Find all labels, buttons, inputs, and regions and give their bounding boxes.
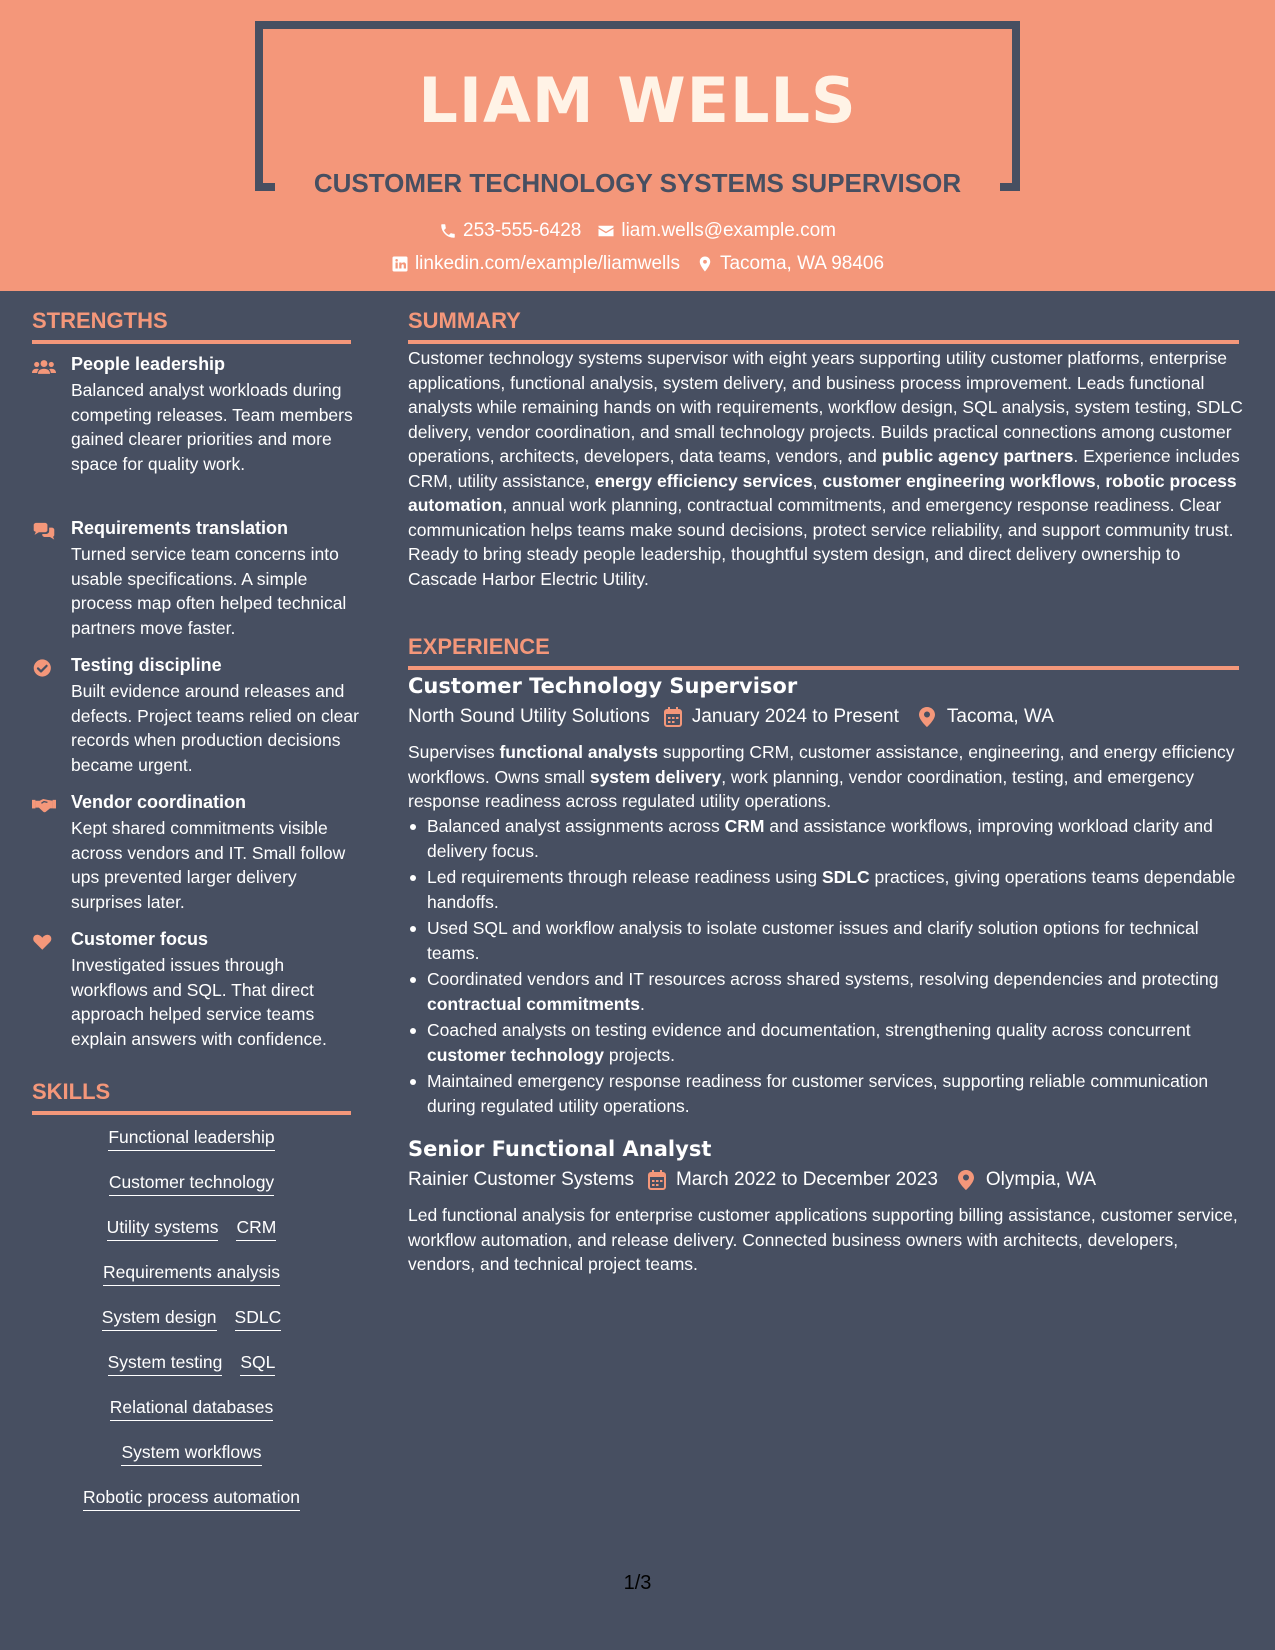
users-icon	[32, 357, 56, 377]
phone-icon	[439, 222, 457, 240]
location-text: Tacoma, WA 98406	[719, 253, 885, 274]
envelope-icon	[597, 222, 615, 240]
job-description	[408, 740, 1243, 814]
skill-tag: System design	[102, 1305, 217, 1331]
candidate-name: LIAM WELLS	[418, 64, 857, 137]
bullet-bold: CRM	[724, 816, 765, 836]
company-name: Rainier Customer Systems	[408, 1169, 634, 1190]
strength-title: Customer focus	[71, 929, 209, 949]
skill-row	[32, 1485, 351, 1530]
skill-tag: Relational databases	[110, 1395, 273, 1421]
skill-row	[32, 1395, 351, 1440]
page-number: 1/3	[623, 1572, 652, 1594]
bullet-bold: contractual commitments	[427, 993, 640, 1014]
achievement-list	[408, 814, 1243, 1120]
contact-row-1	[0, 220, 1275, 242]
strength-item	[32, 518, 362, 638]
achievement-item	[408, 814, 1243, 863]
linkedin-contact[interactable]	[391, 253, 680, 275]
summary-heading: SUMMARY	[408, 308, 1239, 344]
experience-heading: EXPERIENCE	[408, 634, 1239, 670]
bullet-text: .	[639, 993, 645, 1014]
header-banner	[0, 0, 1275, 291]
summary-text: ,	[812, 470, 823, 491]
skill-tag: Customer technology	[109, 1170, 274, 1196]
bullet-bold: customer technology	[427, 1044, 604, 1065]
strength-desc: Built evidence around releases and defects. Project teams relied on clear records when production decisions became urgent.	[71, 681, 359, 775]
bullet-text: and assistance workflows, improving workload clarity and delivery focus.	[427, 816, 1213, 861]
summary-bold: customer engineering workflows	[822, 470, 1096, 491]
map-marker-icon	[919, 707, 935, 727]
summary-paragraph	[408, 346, 1243, 591]
job-dates: January 2024 to Present	[691, 706, 899, 727]
job-desc-bold: functional analysts	[499, 742, 658, 762]
strength-item	[32, 929, 362, 1049]
skill-row	[32, 1350, 351, 1395]
job-desc-text: , work planning, vendor coordination, testing, and emergency response readiness across regulated utility operations.	[408, 766, 1194, 811]
skill-tag: Functional leadership	[108, 1125, 274, 1151]
skill-row	[32, 1215, 351, 1260]
contact-row-2	[0, 253, 1275, 275]
job-desc-bold: system delivery	[589, 766, 722, 787]
strength-title: Vendor coordination	[71, 792, 247, 812]
comments-icon	[32, 521, 56, 541]
strength-desc: Investigated issues through workflows and SQL. That direct approach helped service teams explain answers with confidence.	[71, 955, 327, 1049]
job-title: Customer Technology Supervisor	[408, 674, 798, 698]
heart-icon	[32, 932, 56, 952]
strength-title: Testing discipline	[71, 655, 222, 675]
skill-tag: CRM	[236, 1215, 276, 1241]
skill-tag: SDLC	[235, 1305, 282, 1331]
summary-text: . Experience includes CRM, utility assistance,	[408, 446, 1240, 491]
bullet-text: Coordinated vendors and IT resources across shared systems, resolving dependencies and protecting	[427, 969, 1219, 989]
job-desc-text: supporting CRM, customer assistance, engineering, and energy efficiency workflows. Owns small	[408, 742, 1235, 787]
check-circle-icon	[32, 658, 56, 678]
skill-tag: SQL	[240, 1350, 275, 1376]
skill-row	[32, 1260, 351, 1305]
skill-tag: Utility systems	[107, 1215, 219, 1241]
job-dates: March 2022 to December 2023	[675, 1169, 938, 1190]
summary-text: , annual work planning, contractual commitments, and emergency response readiness. Clear communication helps teams make sound decisions, protect service reliability, and support community trust. Ready to bring steady people leadership, thoughtful system design, and direct delivery ownership to Cascade Harbor Electric Utility.	[408, 495, 1234, 589]
summary-bold: energy efficiency services	[594, 470, 813, 491]
job-description: Led functional analysis for enterprise customer applications supporting billing assistance, customer service, workflow automation, and release delivery. Connected business owners with architects, developers, vendors, and technical project teams.	[408, 1205, 1238, 1274]
strength-title: People leadership	[71, 354, 226, 374]
summary-text: Customer technology systems supervisor with eight years supporting utility customer platforms, enterprise applications, functional analysis, system delivery, and business process improvement. Leads functional analysts while remaining hands on with requirements, workflow design, SQL analysis, system testing, SDLC delivery, vendor coordination, and small technology projects. Builds practical connections among customer operations, architects, developers, data teams, vendors, and	[408, 348, 1243, 466]
summary-bold: robotic process automation	[408, 470, 1237, 515]
skills-heading: SKILLS	[32, 1079, 351, 1115]
job-location: Tacoma, WA	[946, 706, 1054, 727]
skill-row	[32, 1305, 351, 1350]
map-marker-icon	[696, 255, 714, 273]
strength-item	[32, 655, 362, 775]
job-title-heading: CUSTOMER TECHNOLOGY SYSTEMS SUPERVISOR	[313, 168, 962, 198]
bullet-text: Led requirements through release readiness using	[427, 867, 822, 887]
strength-desc: Kept shared commitments visible across vendors and IT. Small follow ups prevented larger delivery surprises later.	[71, 818, 346, 912]
job-meta	[408, 706, 1054, 728]
summary-text: ,	[1095, 470, 1106, 491]
email-contact[interactable]	[597, 220, 836, 242]
strength-desc: Balanced analyst workloads during competing releases. Team members gained clearer priorities and more space for quality work.	[71, 380, 353, 474]
location-contact	[696, 253, 884, 275]
phone-text: 253-555-6428	[463, 220, 582, 241]
achievement-item	[408, 967, 1243, 1016]
achievement-item	[408, 865, 1243, 914]
strength-item	[32, 792, 362, 912]
achievement-item	[408, 916, 1243, 965]
calendar-icon	[648, 1170, 666, 1190]
handshake-icon	[32, 795, 56, 815]
bullet-text: Used SQL and workflow analysis to isolate customer issues and clarify solution options for technical teams.	[427, 918, 1199, 963]
calendar-icon	[664, 707, 682, 727]
bullet-bold: SDLC	[821, 867, 870, 887]
strength-desc: Turned service team concerns into usable specifications. A simple process map often helped technical partners move faster.	[71, 544, 347, 638]
achievement-item	[408, 1018, 1243, 1067]
strengths-heading: STRENGTHS	[32, 308, 351, 344]
skill-row	[32, 1170, 351, 1215]
map-marker-icon	[958, 1170, 974, 1190]
strength-title: Requirements translation	[71, 518, 289, 538]
job-location: Olympia, WA	[985, 1169, 1097, 1190]
skill-tag: System workflows	[121, 1440, 261, 1466]
skill-row	[32, 1440, 351, 1485]
strength-item	[32, 354, 362, 484]
job-meta	[408, 1169, 1096, 1191]
skill-tag: Robotic process automation	[83, 1485, 300, 1511]
email-text: liam.wells@example.com	[621, 220, 836, 241]
bullet-text: projects.	[603, 1044, 675, 1065]
skill-row	[32, 1125, 351, 1170]
skill-tag: Requirements analysis	[103, 1260, 280, 1286]
skill-tag: System testing	[108, 1350, 223, 1376]
bullet-text: Maintained emergency response readiness for customer services, supporting reliable communication during regulated utility operations.	[427, 1071, 1209, 1116]
company-name: North Sound Utility Solutions	[408, 706, 650, 727]
achievement-item	[408, 1069, 1243, 1118]
phone-contact[interactable]	[439, 220, 581, 242]
job-desc-text: Supervises	[408, 742, 500, 762]
skills-list	[32, 1125, 351, 1530]
linkedin-icon	[391, 255, 409, 273]
bullet-text: practices, giving operations teams dependable handoffs.	[427, 867, 1236, 912]
bullet-text: Coached analysts on testing evidence and documentation, strengthening quality across concurrent	[427, 1020, 1191, 1040]
job-title: Senior Functional Analyst	[408, 1137, 712, 1161]
summary-bold: public agency partners	[881, 446, 1074, 466]
linkedin-text: linkedin.com/example/liamwells	[414, 253, 680, 274]
bullet-text: Balanced analyst assignments across	[427, 816, 725, 836]
